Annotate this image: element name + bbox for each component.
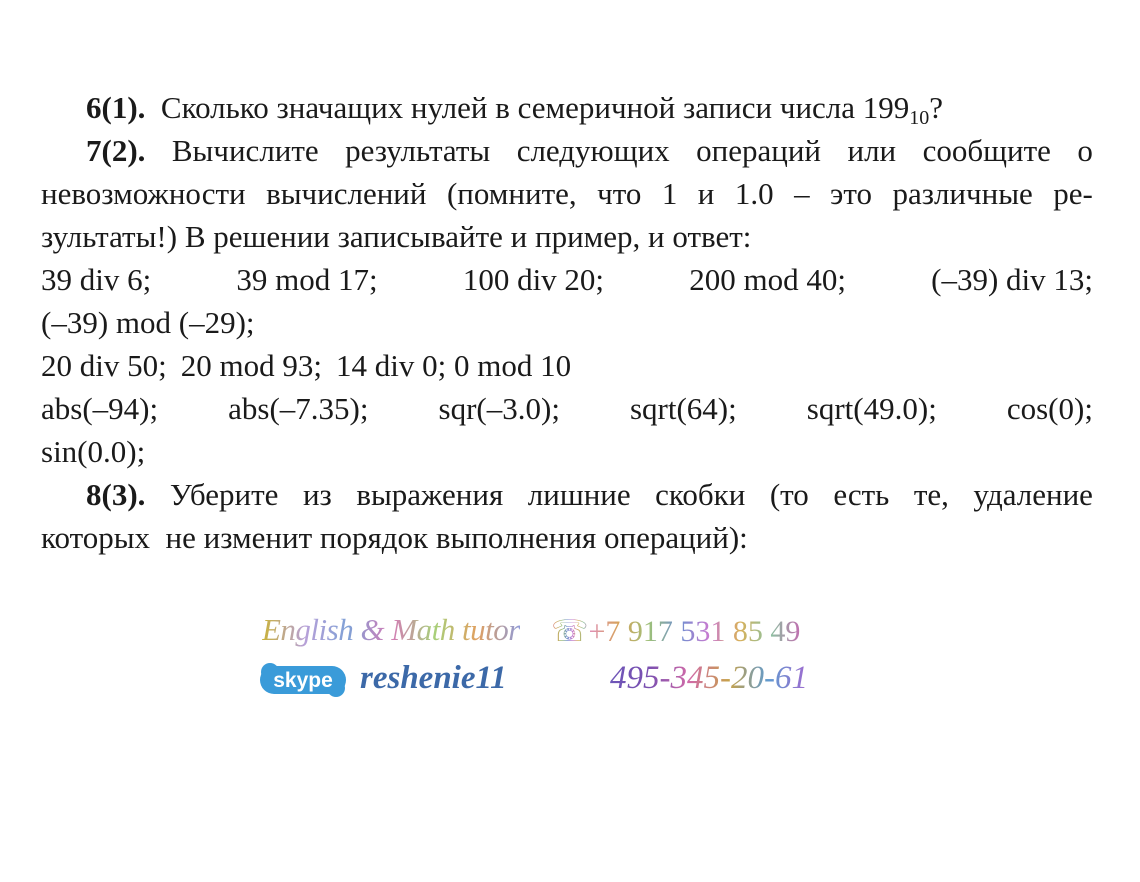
problem-7-line-1 — [41, 129, 1093, 172]
problem-6-base-subscript: 10 — [909, 107, 930, 129]
operation-expression: 14 div 0; — [335, 348, 447, 383]
problem-7-word: Вычислите — [171, 133, 319, 168]
problem-7-ops-line-1 — [41, 258, 1093, 301]
problem-8-word: лишние — [527, 477, 631, 512]
problem-7-word: операций — [696, 133, 822, 168]
operation-expression: sqrt(64); — [629, 391, 737, 426]
skype-logo-text: skype — [273, 669, 333, 692]
skype-icon — [258, 662, 348, 698]
problem-7-word: следующих — [516, 133, 670, 168]
problem-7-word: и — [697, 176, 715, 211]
problem-7-ops-line-4 — [41, 387, 1093, 430]
problem-6-question-mark: ? — [929, 90, 944, 125]
tutor-tagline: English & Math tutor — [262, 612, 520, 647]
document-body — [41, 86, 1093, 559]
problem-8-word: те, — [913, 477, 949, 512]
problem-7-line-3: зультаты!) В решении записывайте и пример, и ответ: — [41, 219, 752, 254]
problem-8-word: удаление — [973, 477, 1093, 512]
phone-1-row — [551, 614, 800, 649]
operation-expression: sqrt(49.0); — [806, 391, 937, 426]
problem-7-word: или — [847, 133, 897, 168]
phone-2-number: 495-345-20-61 — [610, 660, 808, 696]
problem-7-word: невозможности — [41, 176, 246, 211]
problem-8-word: из — [302, 477, 332, 512]
problem-8-line-1 — [41, 473, 1093, 516]
problem-8-word: (то — [769, 477, 809, 512]
problem-7-word: о — [1077, 133, 1093, 168]
phone-icon: ☏ — [551, 615, 589, 648]
operation-expression: 0 mod 10 — [453, 348, 572, 383]
problem-6 — [41, 86, 1093, 129]
problem-8-word: Уберите — [169, 477, 279, 512]
problem-8-word: скобки — [655, 477, 746, 512]
problem-6-number: 6(1). — [86, 90, 146, 125]
problem-7-ops-line-3 — [41, 344, 1093, 387]
problem-6-text: Сколько значащих нулей в семеричной записи числа 199 — [160, 90, 910, 125]
problem-7-word: это — [830, 176, 872, 211]
operation-expression: cos(0); — [1006, 391, 1093, 426]
operation-expression: 39 mod 17; — [236, 262, 378, 297]
skype-handle: reshenie11 — [360, 660, 507, 696]
problem-7-ops-line-2: (–39) mod (–29); — [41, 305, 255, 340]
problem-7-ops-line-5: sin(0.0); — [41, 434, 146, 469]
problem-7-word: различные — [892, 176, 1033, 211]
problem-8-word: выражения — [356, 477, 504, 512]
operation-expression: 20 div 50; — [41, 348, 167, 383]
operation-expression: 200 mod 40; — [689, 262, 846, 297]
problem-7-word: результаты — [345, 133, 491, 168]
problem-7-line-2 — [41, 172, 1093, 215]
operation-expression: sqr(–3.0); — [438, 391, 560, 426]
problem-7-word: 1.0 — [734, 176, 774, 211]
operation-expression: abs(–94); — [41, 391, 159, 426]
problem-8-word: есть — [833, 477, 890, 512]
problem-7-word: что — [597, 176, 642, 211]
problem-8-number: 8(3). — [86, 477, 146, 512]
problem-7-number: 7(2). — [86, 133, 146, 168]
operation-expression: (–39) div 13; — [931, 262, 1093, 297]
tutor-watermark — [258, 608, 858, 708]
operation-expression: 39 div 6; — [41, 262, 152, 297]
problem-7-word: сообщите — [922, 133, 1051, 168]
problem-7-word: (помните, — [446, 176, 577, 211]
problem-7-word: ре- — [1053, 176, 1093, 211]
operation-expression: 20 mod 93; — [180, 348, 322, 383]
problem-7-word: вычислений — [266, 176, 427, 211]
problem-8-line-2: которых не изменит порядок выполнения операций): — [41, 520, 748, 555]
operation-expression: 100 div 20; — [462, 262, 605, 297]
operation-expression: abs(–7.35); — [228, 391, 369, 426]
phone-1-number: +7 917 531 85 49 — [588, 615, 801, 648]
problem-7-word: – — [794, 176, 810, 211]
problem-7-word: 1 — [661, 176, 678, 211]
